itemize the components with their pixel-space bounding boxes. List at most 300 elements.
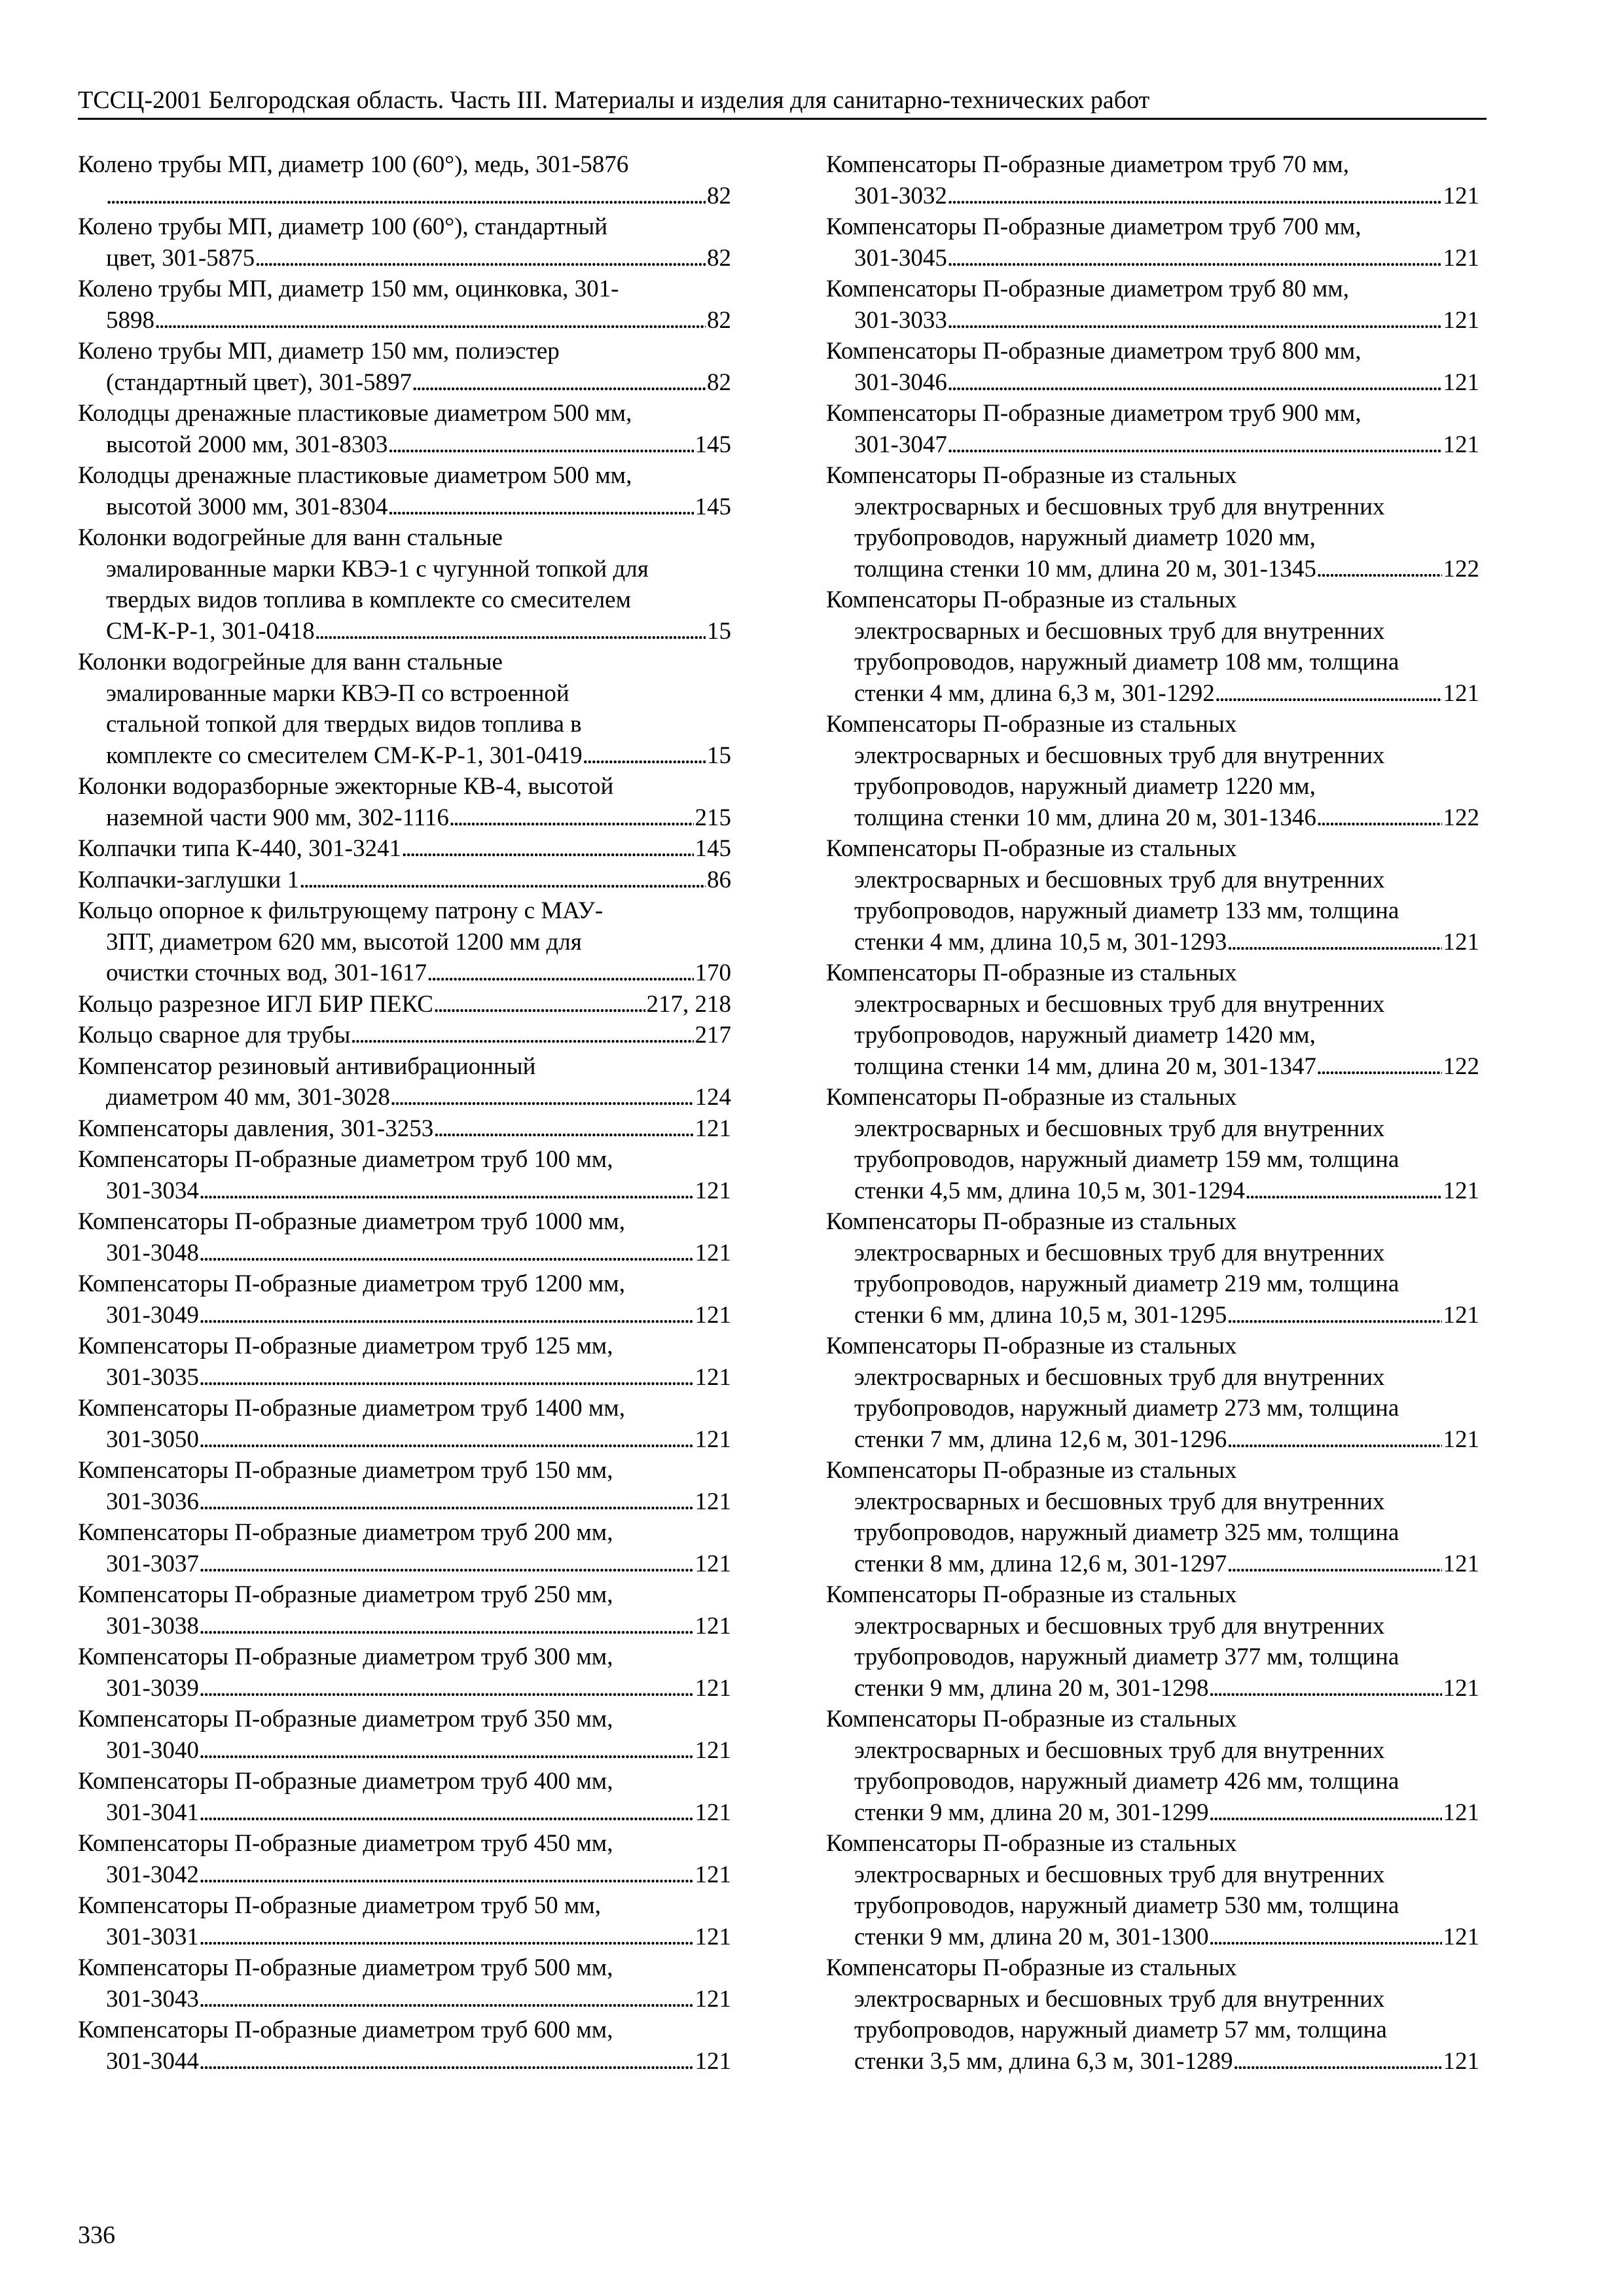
- entry-text: стенки 9 мм, длина 20 м, 301-1298: [854, 1674, 1209, 1702]
- entry-text: стенки 7 мм, длина 12,6 м, 301-1296: [854, 1426, 1227, 1453]
- index-entry: [826, 1455, 1479, 1579]
- entry-text: Компенсаторы П-образные из стальных: [826, 1581, 1237, 1608]
- dot-leader: [388, 429, 693, 461]
- entry-page-ref: 121: [695, 1861, 731, 1888]
- entry-text: 301-3033: [854, 306, 947, 334]
- entry-page-ref: 121: [1443, 1177, 1479, 1204]
- header-rule: [78, 118, 1487, 120]
- dot-leader: [390, 1082, 694, 1113]
- index-entry: [826, 149, 1479, 211]
- entry-text: 301-3043: [106, 1985, 199, 2013]
- dot-leader: [947, 243, 1442, 274]
- dot-leader: [199, 1797, 694, 1829]
- entry-text: толщина стенки 10 мм, длина 20 м, 301-1345: [854, 555, 1316, 583]
- entry-text: Компенсаторы П-образные из стальных: [826, 462, 1237, 489]
- entry-page-ref: 121: [695, 1488, 731, 1515]
- entry-page-ref: 121: [695, 1363, 731, 1391]
- entry-text: Компенсаторы П-образные из стальных: [826, 1084, 1237, 1111]
- dot-leader: [1208, 1673, 1441, 1704]
- entry-text: электросварных и бесшовных труб для внутренних: [854, 617, 1385, 645]
- index-entry: [826, 1206, 1479, 1331]
- dot-leader: [199, 1859, 694, 1891]
- entry-last-line: [78, 1549, 731, 1580]
- entry-text: Кольцо разрезное ИГЛ БИР ПЕКС: [78, 990, 433, 1018]
- index-entry: [78, 1020, 731, 1051]
- index-entry: [78, 833, 731, 865]
- entry-text: Компенсаторы П-образные диаметром труб 700 мм,: [826, 213, 1362, 240]
- entry-last-line: [78, 616, 731, 647]
- entry-text: трубопроводов, наружный диаметр 530 мм, толщина: [854, 1892, 1399, 1919]
- entry-text: трубопроводов, наружный диаметр 1420 мм,: [854, 1022, 1316, 1049]
- entry-page-ref: 121: [1443, 431, 1479, 458]
- dot-leader: [199, 1175, 694, 1207]
- entry-text: эмалированные марки КВЭ-П со встроенной: [106, 679, 569, 707]
- entry-text: Колпачки типа К-440, 301-3241: [78, 835, 401, 862]
- entry-text: 301-3038: [106, 1612, 199, 1640]
- entry-text: Компенсаторы П-образные из стальных: [826, 1457, 1237, 1484]
- dot-leader: [350, 1020, 693, 1051]
- entry-last-line: [78, 1175, 731, 1207]
- dot-leader: [1215, 678, 1442, 709]
- entry-last-line: [78, 1797, 731, 1829]
- entry-text: электросварных и бесшовных труб для внутренних: [854, 493, 1385, 520]
- index-entry: [78, 1704, 731, 1766]
- index-entry: [78, 1331, 731, 1393]
- entry-text: Колонки водогрейные для ванн стальные: [78, 524, 503, 551]
- entry-text: Компенсаторы П-образные диаметром труб 80 мм,: [826, 276, 1349, 302]
- index-entry: [78, 895, 731, 989]
- entry-text: трубопроводов, наружный диаметр 426 мм, толщина: [854, 1768, 1399, 1795]
- entry-page-ref: 121: [695, 1301, 731, 1329]
- dot-leader: [1316, 802, 1442, 834]
- entry-last-line: [826, 181, 1479, 212]
- entry-last-line: [78, 958, 731, 989]
- entry-page-ref: 121: [1443, 368, 1479, 396]
- entry-text: Компенсаторы П-образные диаметром труб 400 мм,: [78, 1768, 613, 1795]
- entry-text: Кольцо сварное для трубы: [78, 1022, 351, 1049]
- entry-text: электросварных и бесшовных труб для внутренних: [854, 1612, 1385, 1640]
- entry-page-ref: 121: [1443, 306, 1479, 334]
- index-entry: [78, 1641, 731, 1704]
- entry-page-ref: 217: [695, 1022, 731, 1049]
- index-entry: [78, 647, 731, 771]
- entry-text: трубопроводов, наружный диаметр 219 мм, толщина: [854, 1270, 1399, 1297]
- entry-last-line: [78, 740, 731, 772]
- dot-leader: [1245, 1175, 1442, 1207]
- entry-last-line: [826, 1175, 1479, 1207]
- index-entry: [78, 1268, 731, 1331]
- index-entry: [78, 398, 731, 460]
- entry-text: стенки 6 мм, длина 10,5 м, 301-1295: [854, 1301, 1227, 1329]
- entry-text: Компенсаторы П-образные диаметром труб 800 мм,: [826, 338, 1362, 365]
- entry-last-line: [78, 1673, 731, 1704]
- page-header: ТССЦ-2001 Белгородская область. Часть III. Материалы и изделия для санитарно-технических работ: [78, 86, 1150, 114]
- entry-text: стенки 4 мм, длина 6,3 м, 301-1292: [854, 679, 1215, 707]
- dot-leader: [106, 181, 706, 212]
- dot-leader: [199, 1673, 694, 1704]
- entry-text: 301-3037: [106, 1550, 199, 1577]
- entry-text: 301-3031: [106, 1923, 199, 1950]
- entry-text: Компенсаторы П-образные из стальных: [826, 1333, 1237, 1359]
- index-entry: [78, 274, 731, 336]
- index-entry: [78, 522, 731, 647]
- entry-last-line: [78, 1362, 731, 1393]
- entry-text: 301-3035: [106, 1363, 199, 1391]
- dot-leader: [1208, 1797, 1441, 1829]
- entry-text: 301-3048: [106, 1239, 199, 1266]
- entry-text: 301-3032: [854, 182, 947, 209]
- entry-last-line: [78, 1859, 731, 1891]
- entry-last-line: [78, 1922, 731, 1953]
- entry-text: Колено трубы МП, диаметр 150 мм, оцинковка, 301-: [78, 276, 619, 302]
- dot-leader: [1227, 1549, 1441, 1580]
- index-entry: [826, 398, 1479, 460]
- entry-page-ref: 121: [695, 1799, 731, 1826]
- entry-page-ref: 86: [707, 866, 731, 893]
- entry-last-line: [78, 865, 731, 896]
- entry-text: стенки 4 мм, длина 10,5 м, 301-1293: [854, 928, 1227, 956]
- entry-last-line: [826, 1797, 1479, 1829]
- entry-last-line: [826, 2046, 1479, 2077]
- entry-text: Компенсаторы П-образные диаметром труб 50 мм,: [78, 1892, 601, 1919]
- entry-text: 3ПТ, диаметром 620 мм, высотой 1200 мм для: [106, 928, 582, 956]
- index-entry: [826, 211, 1479, 274]
- dot-leader: [412, 367, 706, 399]
- entry-last-line: [78, 802, 731, 834]
- entry-text: электросварных и бесшовных труб для внутренних: [854, 866, 1385, 893]
- entry-text: электросварных и бесшовных труб для внутренних: [854, 1363, 1385, 1391]
- entry-text: Компенсаторы П-образные из стальных: [826, 586, 1237, 613]
- index-entry: [78, 1890, 731, 1952]
- entry-text: электросварных и бесшовных труб для внутренних: [854, 1985, 1385, 2013]
- index-entry: [78, 865, 731, 896]
- index-entry: [78, 1051, 731, 1113]
- entry-text: цвет, 301-5875: [106, 244, 255, 272]
- entry-text: трубопроводов, наружный диаметр 159 мм, толщина: [854, 1146, 1399, 1173]
- entry-text: электросварных и бесшовных труб для внутренних: [854, 742, 1385, 769]
- entry-last-line: [78, 989, 731, 1020]
- entry-last-line: [78, 305, 731, 336]
- entry-last-line: [826, 554, 1479, 585]
- index-entry: [78, 2015, 731, 2077]
- dot-leader: [947, 429, 1442, 461]
- dot-leader: [1227, 1300, 1441, 1331]
- entry-last-line: [78, 492, 731, 523]
- entry-text: 301-3044: [106, 2047, 199, 2075]
- entry-page-ref: 170: [695, 960, 731, 986]
- entry-page-ref: 121: [1443, 1301, 1479, 1329]
- entry-page-ref: 121: [695, 1985, 731, 2013]
- entry-text: трубопроводов, наружный диаметр 108 мм, толщина: [854, 649, 1399, 675]
- entry-last-line: [78, 2046, 731, 2077]
- index-entry: [826, 336, 1479, 398]
- dot-leader: [1316, 554, 1442, 585]
- entry-last-line: [78, 1735, 731, 1767]
- entry-last-line: [78, 1300, 731, 1331]
- index-entry: [78, 771, 731, 833]
- entry-page-ref: 145: [695, 835, 731, 862]
- entry-text: (стандартный цвет), 301-5897: [106, 368, 412, 396]
- entry-text: Компенсаторы П-образные из стальных: [826, 1208, 1237, 1235]
- entry-last-line: [78, 833, 731, 865]
- dot-leader: [583, 740, 706, 772]
- entry-text: 301-3040: [106, 1736, 199, 1764]
- entry-last-line: [826, 1549, 1479, 1580]
- entry-page-ref: 121: [1443, 182, 1479, 209]
- entry-text: Компенсаторы П-образные из стальных: [826, 711, 1237, 738]
- entry-text: Компенсаторы П-образные диаметром труб 200 мм,: [78, 1519, 613, 1546]
- entry-text: Колонки водогрейные для ванн стальные: [78, 649, 503, 675]
- entry-text: твердых видов топлива в комплекте со смесителем: [106, 586, 632, 613]
- entry-text: 301-3049: [106, 1301, 199, 1329]
- index-column-left: [78, 149, 731, 2077]
- index-entry: [826, 1579, 1479, 1704]
- entry-text: электросварных и бесшовных труб для внутренних: [854, 1488, 1385, 1515]
- index-entry: [78, 1144, 731, 1206]
- entry-page-ref: 121: [695, 1550, 731, 1577]
- entry-text: Кольцо опорное к фильтрующему патрону с МАУ-: [78, 897, 604, 924]
- entry-page-ref: 121: [695, 1674, 731, 1702]
- entry-page-ref: 121: [695, 1612, 731, 1640]
- dot-leader: [401, 833, 694, 865]
- entry-text: стенки 8 мм, длина 12,6 м, 301-1297: [854, 1550, 1227, 1577]
- entry-page-ref: 121: [1443, 1550, 1479, 1577]
- entry-last-line: [78, 243, 731, 274]
- entry-page-ref: 121: [1443, 2047, 1479, 2075]
- index-entry: [826, 1082, 1479, 1206]
- entry-last-line: [78, 367, 731, 399]
- entry-page-ref: 122: [1443, 804, 1479, 831]
- entry-text: 301-3050: [106, 1426, 199, 1453]
- entry-last-line: [78, 1238, 731, 1269]
- entry-text: трубопроводов, наружный диаметр 325 мм, толщина: [854, 1519, 1399, 1546]
- entry-page-ref: 124: [695, 1084, 731, 1111]
- dot-leader: [199, 1362, 694, 1393]
- entry-text: Компенсаторы П-образные из стальных: [826, 835, 1237, 862]
- entry-page-ref: 121: [1443, 244, 1479, 272]
- dot-leader: [1227, 1424, 1441, 1456]
- entry-page-ref: 121: [695, 1115, 731, 1142]
- entry-text: высотой 2000 мм, 301-8303: [106, 431, 388, 458]
- entry-page-ref: 122: [1443, 555, 1479, 583]
- entry-text: 301-3045: [854, 244, 947, 272]
- page-number: 336: [78, 2221, 115, 2249]
- dot-leader: [199, 2046, 694, 2077]
- index-entry: [826, 1704, 1479, 1828]
- entry-page-ref: 82: [707, 244, 731, 272]
- entry-last-line: [826, 1673, 1479, 1704]
- entry-text: высотой 3000 мм, 301-8304: [106, 493, 388, 520]
- entry-text: стенки 4,5 мм, длина 10,5 м, 301-1294: [854, 1177, 1245, 1204]
- entry-text: электросварных и бесшовных труб для внутренних: [854, 1239, 1385, 1266]
- entry-page-ref: 121: [695, 1239, 731, 1266]
- entry-page-ref: 121: [1443, 1799, 1479, 1826]
- entry-text: Колонки водоразборные эжекторные КВ-4, высотой: [78, 773, 614, 800]
- dot-leader: [315, 616, 706, 647]
- entry-text: Компенсаторы П-образные диаметром труб 1000 мм,: [78, 1208, 625, 1235]
- entry-text: комплекте со смесителем СМ-К-Р-1, 301-0419: [106, 742, 583, 769]
- entry-text: Компенсаторы П-образные диаметром труб 1400 мм,: [78, 1395, 625, 1422]
- entry-text: эмалированные марки КВЭ-1 с чугунной топкой для: [106, 555, 649, 583]
- entry-text: Колено трубы МП, диаметр 100 (60°), медь, 301-5876: [78, 151, 629, 178]
- index-entry: [826, 1331, 1479, 1455]
- entry-text: стальной топкой для твердых видов топлива в: [106, 711, 582, 738]
- dot-leader: [199, 1300, 694, 1331]
- index-entry: [78, 1393, 731, 1455]
- entry-text: электросварных и бесшовных труб для внутренних: [854, 1861, 1385, 1888]
- index-column-right: [826, 149, 1479, 2077]
- entry-last-line: [826, 927, 1479, 958]
- entry-last-line: [826, 1300, 1479, 1331]
- entry-text: очистки сточных вод, 301-1617: [106, 960, 427, 986]
- entry-page-ref: 15: [707, 742, 731, 769]
- dot-leader: [299, 865, 706, 896]
- index-entry: [78, 989, 731, 1020]
- entry-page-ref: 145: [695, 431, 731, 458]
- dot-leader: [199, 1735, 694, 1767]
- index-entry: [78, 1113, 731, 1145]
- entry-text: Компенсаторы П-образные из стальных: [826, 1706, 1237, 1732]
- entry-page-ref: 121: [695, 1736, 731, 1764]
- entry-text: трубопроводов, наружный диаметр 1020 мм,: [854, 524, 1316, 551]
- entry-text: 5898: [106, 306, 154, 334]
- entry-last-line: [826, 1424, 1479, 1456]
- dot-leader: [433, 989, 645, 1020]
- index-entry: [826, 1952, 1479, 2077]
- dot-leader: [449, 802, 694, 834]
- index-entry: [826, 1828, 1479, 1952]
- entry-text: Компенсаторы П-образные диаметром труб 350 мм,: [78, 1706, 613, 1732]
- entry-text: толщина стенки 14 мм, длина 20 м, 301-1347: [854, 1052, 1316, 1080]
- dot-leader: [947, 305, 1442, 336]
- entry-last-line: [78, 1424, 731, 1456]
- index-entry: [826, 274, 1479, 336]
- entry-page-ref: 121: [695, 1923, 731, 1950]
- dot-leader: [199, 1611, 694, 1642]
- entry-last-line: [826, 367, 1479, 399]
- entry-text: 301-3034: [106, 1177, 199, 1204]
- index-entry: [826, 584, 1479, 709]
- index-entry: [78, 460, 731, 522]
- entry-last-line: [826, 429, 1479, 461]
- entry-last-line: [78, 1113, 731, 1145]
- entry-text: 301-3047: [854, 431, 947, 458]
- entry-text: Колено трубы МП, диаметр 100 (60°), стандартный: [78, 213, 608, 240]
- index-entry: [78, 336, 731, 398]
- entry-last-line: [826, 678, 1479, 709]
- entry-text: Компенсаторы П-образные диаметром труб 500 мм,: [78, 1954, 613, 1981]
- entry-last-line: [78, 1611, 731, 1642]
- entry-last-line: [826, 243, 1479, 274]
- entry-text: Компенсаторы П-образные диаметром труб 70 мм,: [826, 151, 1349, 178]
- entry-text: Колодцы дренажные пластиковые диаметром 500 мм,: [78, 462, 632, 489]
- entry-page-ref: 121: [695, 1426, 731, 1453]
- entry-text: диаметром 40 мм, 301-3028: [106, 1084, 390, 1111]
- index-entry: [78, 1579, 731, 1641]
- entry-page-ref: 82: [707, 368, 731, 396]
- dot-leader: [199, 1549, 694, 1580]
- index-entry: [826, 709, 1479, 833]
- entry-text: СМ-К-Р-1, 301-0418: [106, 617, 315, 645]
- entry-text: Компенсаторы П-образные диаметром труб 1200 мм,: [78, 1270, 625, 1297]
- entry-last-line: [826, 305, 1479, 336]
- entry-text: Колодцы дренажные пластиковые диаметром 500 мм,: [78, 400, 632, 427]
- index-entry: [826, 958, 1479, 1082]
- dot-leader: [255, 243, 706, 274]
- entry-page-ref: 215: [695, 804, 731, 831]
- entry-text: Компенсаторы П-образные диаметром труб 150 мм,: [78, 1457, 613, 1484]
- entry-text: Компенсатор резиновый антивибрационный: [78, 1052, 536, 1080]
- entry-page-ref: 121: [1443, 1674, 1479, 1702]
- index-entry: [826, 460, 1479, 584]
- entry-text: электросварных и бесшовных труб для внутренних: [854, 1115, 1385, 1142]
- entry-text: Компенсаторы П-образные диаметром труб 450 мм,: [78, 1830, 613, 1857]
- entry-text: 301-3042: [106, 1861, 199, 1888]
- dot-leader: [433, 1113, 693, 1145]
- entry-text: Колпачки-заглушки 1: [78, 866, 300, 893]
- entry-text: стенки 3,5 мм, длина 6,3 м, 301-1289: [854, 2047, 1233, 2075]
- entry-text: Компенсаторы П-образные из стальных: [826, 960, 1237, 986]
- dot-leader: [1208, 1922, 1441, 1953]
- index-entry: [78, 1206, 731, 1268]
- dot-leader: [388, 492, 693, 523]
- entry-text: трубопроводов, наружный диаметр 377 мм, толщина: [854, 1643, 1399, 1670]
- index-entry: [78, 1828, 731, 1890]
- entry-text: Компенсаторы П-образные из стальных: [826, 1954, 1237, 1981]
- dot-leader: [947, 367, 1442, 399]
- index-entry: [78, 211, 731, 274]
- entry-text: трубопроводов, наружный диаметр 57 мм, толщина: [854, 2017, 1387, 2043]
- entry-last-line: [78, 1486, 731, 1518]
- index-entry: [826, 833, 1479, 958]
- entry-text: электросварных и бесшовных труб для внутренних: [854, 1736, 1385, 1764]
- dot-leader: [199, 1238, 694, 1269]
- entry-text: стенки 9 мм, длина 20 м, 301-1300: [854, 1923, 1209, 1950]
- entry-text: Компенсаторы давления, 301-3253: [78, 1115, 434, 1142]
- entry-text: 301-3046: [854, 368, 947, 396]
- entry-text: 301-3039: [106, 1674, 199, 1702]
- entry-text: Компенсаторы П-образные диаметром труб 100 мм,: [78, 1146, 613, 1173]
- entry-page-ref: 122: [1443, 1052, 1479, 1080]
- entry-text: электросварных и бесшовных труб для внутренних: [854, 990, 1385, 1018]
- entry-last-line: [826, 802, 1479, 834]
- entry-text: Компенсаторы П-образные диаметром труб 250 мм,: [78, 1581, 613, 1608]
- entry-page-ref: 121: [695, 1177, 731, 1204]
- entry-page-ref: 15: [707, 617, 731, 645]
- entry-text: наземной части 900 мм, 302-1116: [106, 804, 449, 831]
- entry-text: Компенсаторы П-образные диаметром труб 900 мм,: [826, 400, 1362, 427]
- dot-leader: [199, 1486, 694, 1518]
- entry-last-line: [78, 1984, 731, 2015]
- entry-text: трубопроводов, наружный диаметр 133 мм, толщина: [854, 897, 1399, 924]
- entry-text: трубопроводов, наружный диаметр 273 мм, толщина: [854, 1395, 1399, 1422]
- dot-leader: [947, 181, 1442, 212]
- index-entry: [78, 149, 731, 211]
- entry-page-ref: 217, 218: [646, 990, 731, 1018]
- entry-page-ref: 121: [1443, 928, 1479, 956]
- entry-text: Компенсаторы П-образные диаметром труб 300 мм,: [78, 1643, 613, 1670]
- entry-last-line: [826, 1922, 1479, 1953]
- entry-page-ref: 121: [695, 2047, 731, 2075]
- entry-text: Компенсаторы П-образные диаметром труб 600 мм,: [78, 2017, 613, 2043]
- dot-leader: [1316, 1051, 1442, 1083]
- dot-leader: [1227, 927, 1441, 958]
- entry-text: Компенсаторы П-образные из стальных: [826, 1830, 1237, 1857]
- index-entry: [78, 1455, 731, 1517]
- index-entry: [78, 1766, 731, 1828]
- entry-page-ref: 82: [707, 182, 731, 209]
- entry-text: 301-3036: [106, 1488, 199, 1515]
